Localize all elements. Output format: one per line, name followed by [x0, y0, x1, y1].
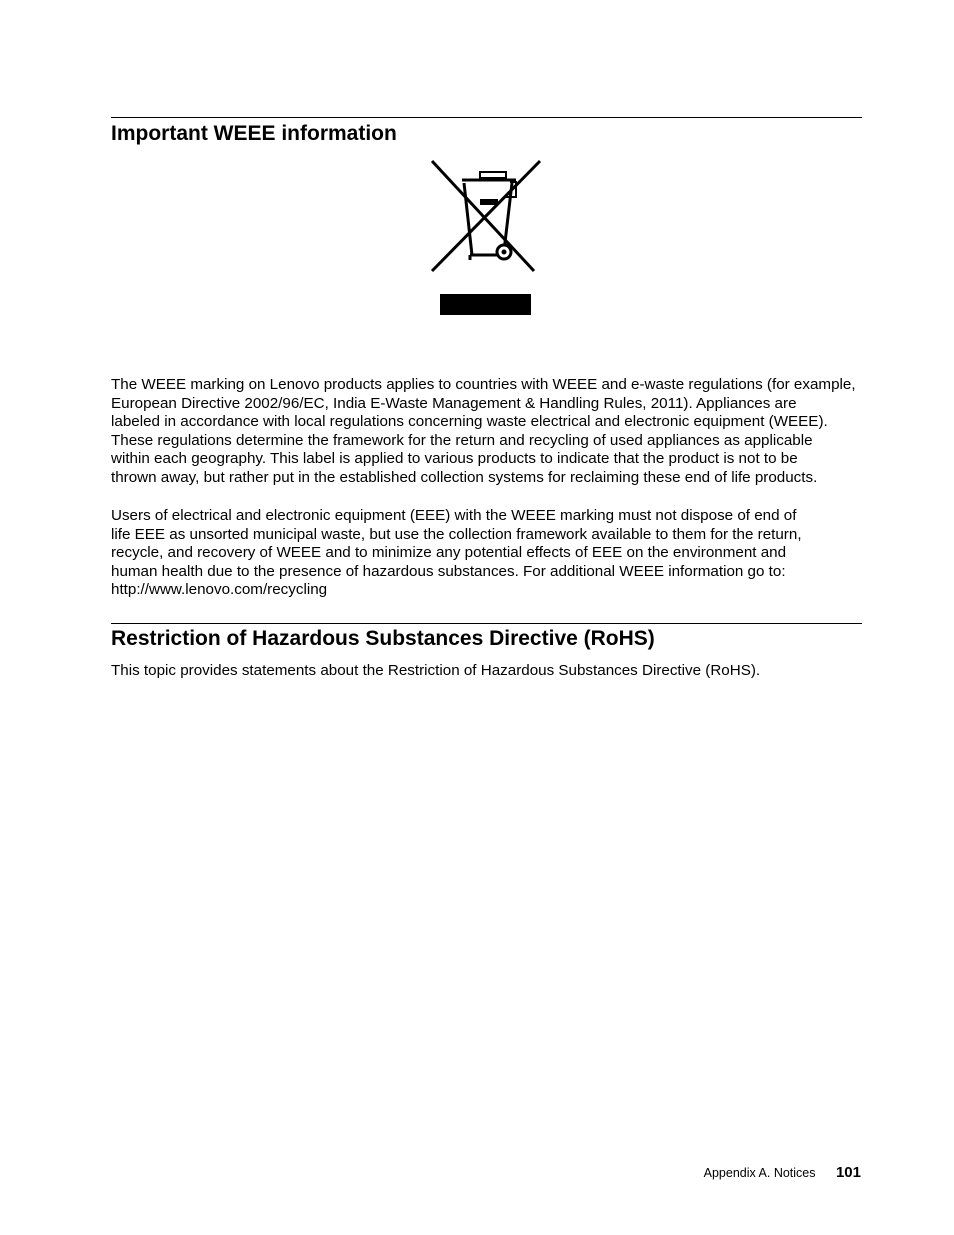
weee-paragraph-2 — [111, 507, 871, 600]
text-line: recycle, and recovery of WEEE and to minimize any potential effects of EEE on the environment and — [111, 544, 787, 562]
weee-heading: Important WEEE information — [111, 122, 397, 145]
text-line: labeled in accordance with local regulations concerning waste electrical and electronic equipment (WEEE). — [111, 413, 828, 431]
recycling-url: http://www.lenovo.com/recycling — [111, 581, 328, 599]
rohs-intro: This topic provides statements about the Restriction of Hazardous Substances Directive (RoHS). — [111, 662, 761, 679]
crossed-out-wheeled-bin-icon — [430, 159, 542, 319]
text-line: European Directive 2002/96/EC, India E-Waste Management & Handling Rules, 2011). Appliances are — [111, 394, 797, 412]
text-line: These regulations determine the framework for the return and recycling of used appliances as applicable — [111, 431, 813, 449]
rohs-heading: Restriction of Hazardous Substances Directive (RoHS) — [111, 627, 655, 650]
text-line: thrown away, but rather put in the established collection systems for reclaiming these end of life products. — [111, 468, 818, 486]
page-footer — [704, 1164, 861, 1182]
text-line: human health due to the presence of hazardous substances. For additional WEEE information go to: — [111, 562, 786, 580]
footer-section-label: Appendix A. Notices — [703, 1166, 816, 1180]
text-line: Users of electrical and electronic equipment (EEE) with the WEEE marking must not dispose of end of — [111, 507, 797, 524]
text-line: within each geography. This label is applied to various products to indicate that the product is not to be — [111, 450, 798, 468]
page-number: 101 — [835, 1164, 861, 1181]
section-divider-weee — [111, 117, 862, 118]
section-divider-rohs — [111, 623, 862, 624]
text-line: The WEEE marking on Lenovo products applies to countries with WEEE and e-waste regulations (for example, — [111, 376, 856, 393]
text-line: life EEE as unsorted municipal waste, but use the collection framework available to them for the return, — [111, 525, 802, 543]
weee-paragraph-1 — [111, 376, 871, 488]
